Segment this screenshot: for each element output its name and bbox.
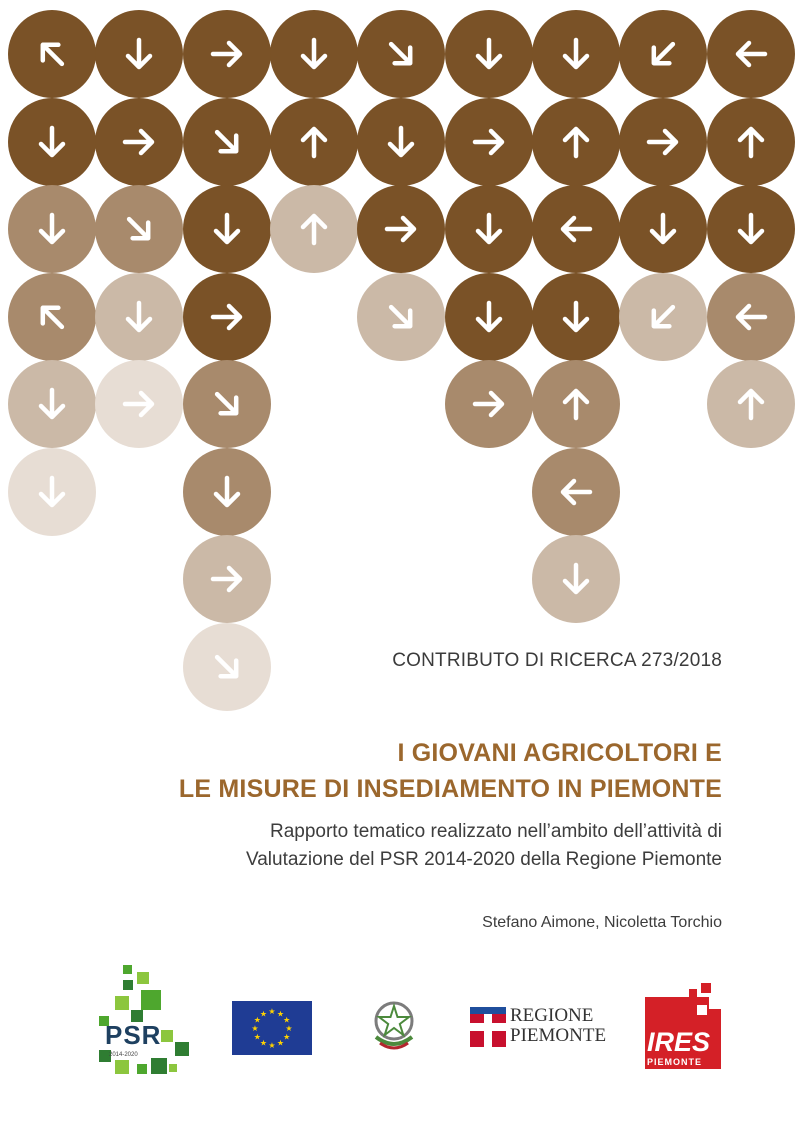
arrow-down-icon: [207, 209, 247, 249]
title-line-1: I GIOVANI AGRICOLTORI E: [397, 739, 722, 767]
eu-star: ★: [253, 1032, 261, 1042]
arrow-circle-up-left: [8, 273, 96, 361]
italian-republic-emblem: [368, 997, 420, 1053]
arrow-circle-down-right: [183, 623, 271, 711]
regione-logo-line-1: REGIONE: [510, 1005, 594, 1026]
arrow-circle-up: [532, 98, 620, 186]
eu-star: ★: [285, 1024, 293, 1033]
subtitle-line-2: Valutazione del PSR 2014-2020 della Regione Piemonte: [245, 849, 722, 870]
arrow-circle-right: [357, 185, 445, 273]
eu-star: ★: [283, 1032, 291, 1042]
psr-logo-text: PSR: [105, 1020, 162, 1050]
arrow-down-right-icon: [207, 122, 247, 162]
arrow-up-icon: [556, 384, 596, 424]
arrow-down-icon: [469, 34, 509, 74]
arrow-circle-down: [357, 98, 445, 186]
arrow-circle-down: [8, 98, 96, 186]
arrow-up-icon: [731, 122, 771, 162]
arrow-down-icon: [32, 122, 72, 162]
arrow-down-right-icon: [119, 209, 159, 249]
arrow-down-left-icon: [643, 297, 683, 337]
arrow-circle-down: [8, 360, 96, 448]
report-subtitle: [246, 818, 722, 874]
eu-star: ★: [283, 1015, 291, 1025]
arrow-circle-down: [183, 448, 271, 536]
arrow-circle-left: [532, 185, 620, 273]
arrow-circle-down: [445, 185, 533, 273]
arrow-right-icon: [469, 384, 509, 424]
arrow-up-icon: [294, 122, 334, 162]
eu-star: ★: [251, 1024, 259, 1033]
arrow-circle-left: [532, 448, 620, 536]
arrow-down-icon: [32, 472, 72, 512]
arrow-circle-up: [270, 98, 358, 186]
arrow-circle-right: [445, 360, 533, 448]
arrow-circle-left: [707, 10, 795, 98]
arrow-circle-down: [95, 10, 183, 98]
arrow-down-icon: [469, 209, 509, 249]
arrow-circle-down-left: [619, 273, 707, 361]
eu-star: ★: [276, 1009, 285, 1019]
arrow-down-right-icon: [207, 647, 247, 687]
arrow-down-right-icon: [381, 297, 421, 337]
regione-logo-line-2: PIEMONTE: [510, 1025, 607, 1046]
ires-piemonte-logo: [645, 983, 721, 1069]
arrow-right-icon: [207, 297, 247, 337]
arrow-circle-right: [95, 98, 183, 186]
arrow-circle-right: [619, 98, 707, 186]
arrow-down-left-icon: [643, 34, 683, 74]
arrow-down-icon: [32, 209, 72, 249]
arrow-up-icon: [556, 122, 596, 162]
arrow-down-icon: [643, 209, 683, 249]
arrow-down-icon: [731, 209, 771, 249]
arrow-circle-down: [445, 10, 533, 98]
arrow-right-icon: [207, 34, 247, 74]
arrow-up-left-icon: [32, 297, 72, 337]
eu-star: ★: [276, 1038, 285, 1048]
arrow-left-icon: [731, 297, 771, 337]
arrow-down-icon: [556, 34, 596, 74]
arrow-down-icon: [556, 559, 596, 599]
psr-logo: [95, 960, 195, 1080]
psr-logo-years: 2014-2020: [109, 1052, 138, 1058]
arrow-down-icon: [119, 34, 159, 74]
arrow-circle-right: [183, 535, 271, 623]
arrow-circle-right: [183, 273, 271, 361]
arrow-circle-down: [95, 273, 183, 361]
arrow-circle-down: [8, 185, 96, 273]
arrow-circle-down: [707, 185, 795, 273]
arrow-circle-left: [707, 273, 795, 361]
eu-flag: [232, 1001, 312, 1055]
eu-star: ★: [253, 1015, 261, 1025]
arrow-circle-right: [183, 10, 271, 98]
report-number: CONTRIBUTO DI RICERCA 273/2018: [392, 650, 722, 671]
arrow-circle-down: [183, 185, 271, 273]
regione-piemonte-logo: [470, 1006, 610, 1048]
arrow-circle-down-left: [619, 10, 707, 98]
arrow-circle-up-left: [8, 10, 96, 98]
arrow-up-left-icon: [32, 34, 72, 74]
arrow-circle-up: [707, 98, 795, 186]
arrow-down-icon: [381, 122, 421, 162]
arrow-right-icon: [469, 122, 509, 162]
star-emblem-icon: [368, 997, 420, 1053]
subtitle-line-1: Rapporto tematico realizzato nell’ambito dell’attività di: [269, 821, 722, 842]
title-line-2: LE MISURE DI INSEDIAMENTO IN PIEMONTE: [178, 775, 722, 803]
arrow-circle-down: [532, 10, 620, 98]
logo-strip: [0, 955, 800, 1095]
arrow-right-icon: [119, 122, 159, 162]
arrow-left-icon: [556, 209, 596, 249]
arrow-up-icon: [731, 384, 771, 424]
arrow-down-icon: [119, 297, 159, 337]
arrow-circle-down-right: [183, 98, 271, 186]
arrow-circle-up: [270, 185, 358, 273]
eu-star: ★: [268, 1007, 276, 1016]
arrow-circle-down: [8, 448, 96, 536]
arrow-circle-right: [95, 360, 183, 448]
eu-star: ★: [259, 1038, 268, 1048]
report-title: [179, 735, 722, 807]
regione-shield-icon: [470, 1007, 506, 1047]
arrow-down-icon: [32, 384, 72, 424]
arrow-down-icon: [469, 297, 509, 337]
arrow-circle-down-right: [95, 185, 183, 273]
arrow-circle-down: [270, 10, 358, 98]
eu-star: ★: [268, 1041, 276, 1050]
regione-logo-text: [510, 1006, 606, 1046]
arrow-circle-down-right: [357, 10, 445, 98]
arrow-circle-down: [532, 273, 620, 361]
arrow-circle-down: [619, 185, 707, 273]
arrow-down-right-icon: [381, 34, 421, 74]
arrow-right-icon: [381, 209, 421, 249]
arrow-left-icon: [731, 34, 771, 74]
arrow-circle-right: [445, 98, 533, 186]
arrow-circle-up: [532, 360, 620, 448]
arrow-up-icon: [294, 209, 334, 249]
eu-star: ★: [259, 1009, 268, 1019]
arrow-right-icon: [119, 384, 159, 424]
arrow-circle-up: [707, 360, 795, 448]
arrow-down-icon: [294, 34, 334, 74]
arrow-circle-down: [445, 273, 533, 361]
arrow-down-icon: [207, 472, 247, 512]
arrow-down-right-icon: [207, 384, 247, 424]
arrow-circle-down-right: [183, 360, 271, 448]
arrow-right-icon: [207, 559, 247, 599]
eu-stars-icon: [232, 1001, 312, 1055]
arrow-down-icon: [556, 297, 596, 337]
arrow-circle-down-right: [357, 273, 445, 361]
arrow-left-icon: [556, 472, 596, 512]
authors: Stefano Aimone, Nicoletta Torchio: [482, 914, 722, 931]
arrow-circle-down: [532, 535, 620, 623]
ires-logo-subtext: PIEMONTE: [647, 1057, 703, 1067]
arrow-right-icon: [643, 122, 683, 162]
ires-logo-text: IRES: [647, 1027, 711, 1057]
